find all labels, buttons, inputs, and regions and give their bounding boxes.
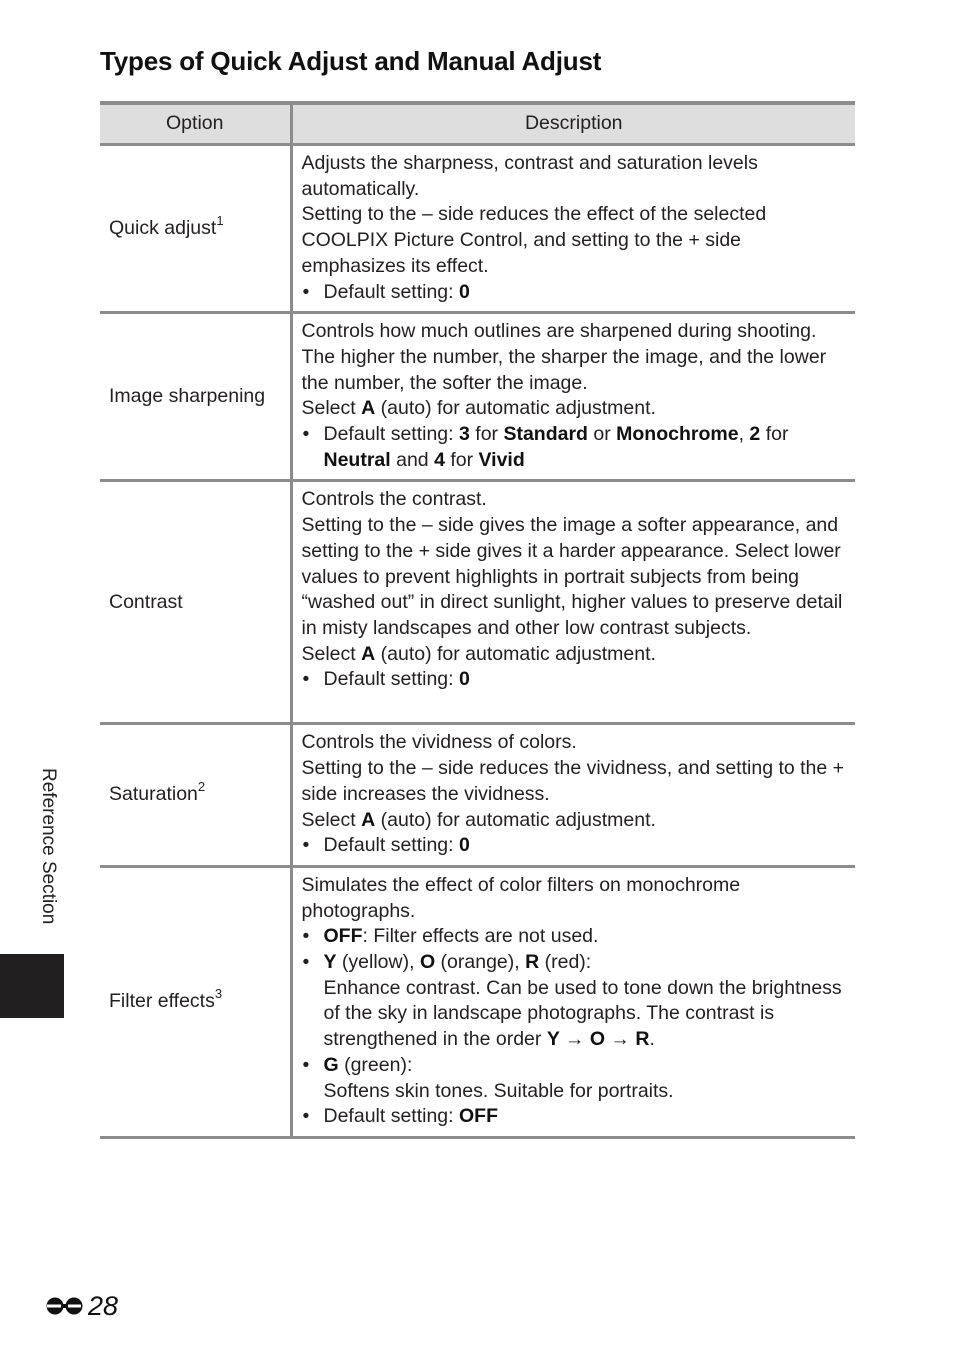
text: for [444,448,479,471]
description-text: Controls the contrast. [301,488,487,511]
default-value: OFF [459,1105,498,1128]
filter-green-description: Softens skin tones. Suitable for portraits. [323,1079,674,1102]
auto-value: A [361,808,376,831]
bullet-text: Default setting: [323,668,459,691]
text: Enhance contrast. Can be used to tone down the brightness of the sky in landscape photographs. The contrast is strengthened in the order [323,976,842,1051]
description-text: Controls how much outlines are sharpened during shooting. The higher the number, the sharper the image, and the lower the number, the softer the image. [301,320,827,394]
option-cell [100,313,291,481]
description-cell [291,866,855,1137]
value: Standard [503,423,588,446]
text: (auto) for automatic adjustment. [375,642,656,665]
auto-select-text [302,396,848,422]
text: Select [301,397,362,420]
text: or [587,423,617,446]
text: for [469,423,504,446]
footnote-marker: 2 [197,779,206,795]
default-setting-bullet [302,833,848,859]
text: (green): [338,1053,413,1076]
option-name: Image sharpening [109,384,266,407]
value: G [323,1053,339,1076]
adjust-options-table [100,101,855,1139]
description-text: Setting to the – side reduces the vividness, and setting to the + side increases the vividness. [301,757,845,805]
text: (auto) for automatic adjustment. [375,808,656,831]
table-row [100,481,855,724]
value: Neutral [323,448,391,471]
option-column-header: Option [100,103,291,145]
section-side-label: Reference Section [38,768,59,925]
footnote-marker: 3 [214,986,223,1002]
filter-yor-description [302,976,848,1053]
page-number: 28 [88,1290,119,1321]
page-footer [45,1290,118,1322]
value: OFF [323,925,363,948]
bullet-text: Default setting: [323,834,459,857]
page-title: Types of Quick Adjust and Manual Adjust [100,46,602,76]
filter-off-bullet [302,924,848,950]
table-row [100,724,855,867]
value: O [589,1028,605,1051]
table-header-row [100,103,855,145]
option-name: Quick adjust [109,216,217,239]
value: 4 [434,448,445,471]
description-column-header: Description [291,103,855,145]
description-text: Adjusts the sharpness, contrast and saturation levels automatically. [301,152,758,200]
auto-select-text [302,642,848,668]
text: Select [301,808,362,831]
text: : Filter effects are not used. [362,925,599,948]
option-name: Saturation [109,783,198,806]
option-cell [100,724,291,867]
description-text: Setting to the – side reduces the effect of the selected COOLPIX Picture Control, and setting to the + side emphasizes its effect. [301,203,767,277]
bullet-text: Default setting: [323,280,459,303]
reference-section-icon [45,1293,87,1319]
value: R [635,1028,650,1051]
text: and [390,448,435,471]
value: 2 [749,423,761,446]
filter-yor-bullet [302,950,848,976]
default-setting-bullet [302,280,848,306]
description-cell [291,145,855,313]
section-tab-marker [0,954,64,1018]
auto-select-text [302,808,848,834]
value: Y [323,951,337,974]
option-cell [100,481,291,724]
default-value: 0 [459,834,470,857]
description-cell [291,313,855,481]
value: Vivid [478,448,525,471]
arrow-icon: → [605,1028,636,1051]
text: (red): [539,951,592,974]
default-setting-bullet [302,667,848,693]
text: Select [301,642,362,665]
text: for [760,423,789,446]
option-cell [100,145,291,313]
value: Y [546,1028,560,1051]
value: O [419,951,436,974]
option-cell [100,866,291,1137]
default-setting-bullet [302,1104,848,1130]
text: . [649,1028,655,1051]
description-cell [291,481,855,724]
option-name: Contrast [109,590,183,613]
option-name: Filter effects [109,990,215,1013]
table-row [100,866,855,1137]
auto-value: A [361,397,376,420]
description-text: Setting to the – side gives the image a softer appearance, and setting to the + side gives it a harder appearance. Select lower values to prevent highlights in portrait subjects from being “washed out” in direct sunlight, higher values to preserve detail in misty landscapes and other low contrast subjects. [301,514,843,639]
auto-value: A [361,642,376,665]
default-value: 0 [459,280,470,303]
value: 3 [459,423,470,446]
text: (orange), [435,951,526,974]
default-setting-bullet [302,422,848,473]
default-value: 0 [459,668,470,691]
description-text: Controls the vividness of colors. [301,731,577,754]
value: R [525,951,540,974]
value: Monochrome [616,423,739,446]
description-text: Simulates the effect of color filters on monochrome photographs. [301,873,741,922]
arrow-icon: → [559,1028,590,1051]
text: Default setting: [323,423,459,446]
table-row [100,145,855,313]
table-row [100,313,855,481]
filter-green-bullet [302,1053,848,1079]
text: , [738,423,750,446]
footnote-marker: 1 [216,212,224,228]
bullet-text: Default setting: [323,1105,459,1128]
text: (yellow), [336,951,420,974]
description-cell [291,724,855,867]
text: (auto) for automatic adjustment. [375,397,656,420]
